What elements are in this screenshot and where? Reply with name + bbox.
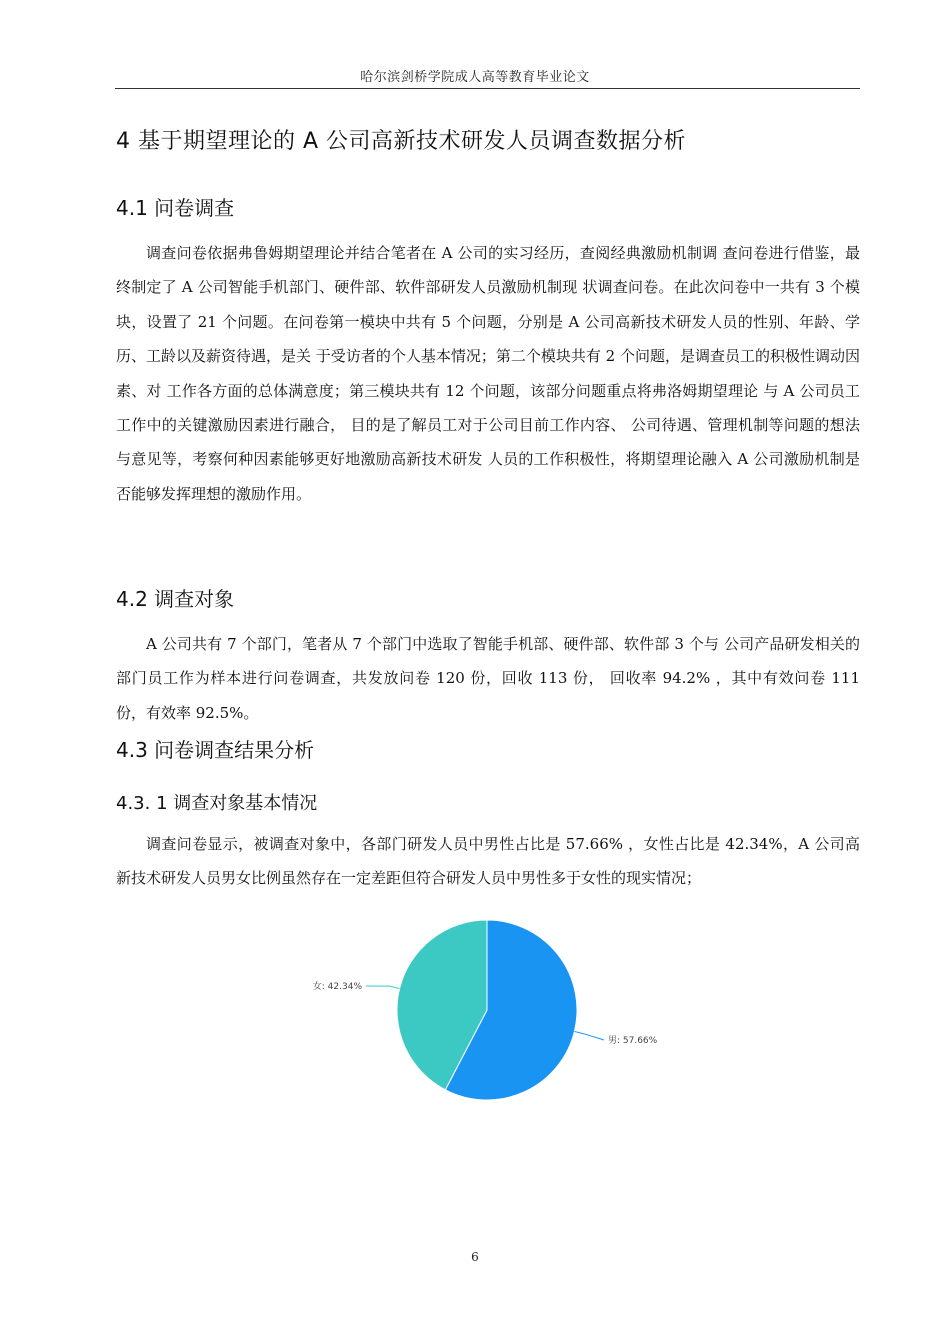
pie-label-male: 男: 57.66% bbox=[608, 1036, 658, 1046]
gender-pie-chart bbox=[300, 912, 680, 1112]
section-heading-4-2: 4.2 调查对象 bbox=[116, 587, 235, 611]
header-rule bbox=[115, 88, 860, 89]
running-header: 哈尔滨剑桥学院成人高等教育毕业论文 bbox=[360, 70, 590, 85]
pie-label-female: 女: 42.34% bbox=[312, 982, 362, 992]
section-4-2-paragraph: A 公司共有 7 个部门，笔者从 7 个部门中选取了智能手机部、硬件部、软件部 3 个与 公司产品研发相关的部门员工作为样本进行问卷调查，共发放问卷 120 份，回收 113 份， 回收率 94.2% ，其中有效问卷 111 份，有效率 92.5%。 bbox=[116, 635, 860, 722]
section-heading-4-1: 4.1 问卷调查 bbox=[116, 196, 235, 220]
section-heading-4-3: 4.3 问卷调查结果分析 bbox=[116, 738, 315, 762]
section-4-1-paragraph: 调查问卷依据弗鲁姆期望理论并结合笔者在 A 公司的实习经历，查阅经典激励机制调 查问卷进行借鉴，最终制定了 A 公司智能手机部门、硬件部、软件部研发人员激励机制现 状调查问卷。在此次问卷中一共有 3 个模块，设置了 21 个问题。在问卷第一模块中共有 5 个问题，分别是 A 公司高新技术研发人员的性别、年龄、学历、工龄以及薪资待遇，是关 于受访者的个人基本情况；第二个模块共有 2 个问题，是调查员工的积极性调动因素、对 工作各方面的总体满意度；第三模块共有 12 个问题，该部分问题重点将弗洛姆期望理论 与 A 公司员工工作中的关键激励因素进行融合， 目的是了解员工对于公司目前工作内容、 公司待遇、管理机制等问题的想法与意见等，考察何种因素能够更好地激励高新技术研发 人员的工作积极性，将期望理论融入 A 公司激励机制是否能够发挥理想的激励作用。 bbox=[116, 244, 860, 503]
pie-slice-female-leader bbox=[366, 986, 400, 989]
chapter-title: 4 基于期望理论的 A 公司高新技术研发人员调查数据分析 bbox=[116, 129, 687, 154]
page-number: 6 bbox=[471, 1250, 479, 1264]
pie-slice-male-leader bbox=[574, 1031, 604, 1040]
section-4-3-1-paragraph: 调查问卷显示，被调查对象中，各部门研发人员中男性占比是 57.66% ，女性占比是 42.34%，A 公司高新技术研发人员男女比例虽然存在一定差距但符合研发人员中男性多于女性的现实情况； bbox=[116, 835, 860, 888]
section-heading-4-3-1: 4.3. 1 调查对象基本情况 bbox=[116, 793, 318, 814]
